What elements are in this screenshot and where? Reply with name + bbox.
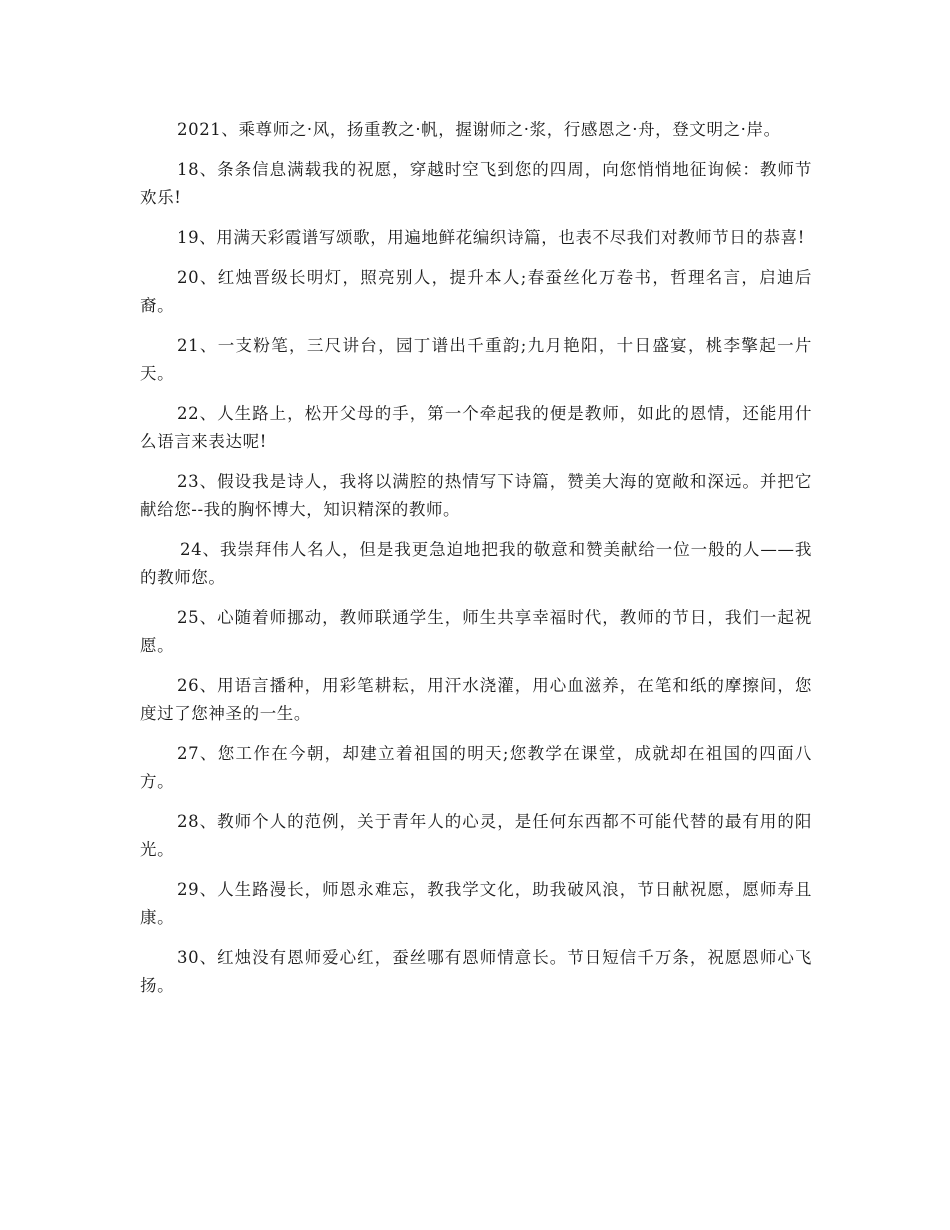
paragraph-26: 26、用语言播种，用彩笔耕耘，用汗水浇灌，用心血滋养，在笔和纸的摩擦间，您度过了您神圣的一生。 [140,676,812,723]
paragraph-18: 18、条条信息满载我的祝愿，穿越时空飞到您的四周，向您悄悄地征询候：教师节欢乐! [140,160,812,207]
paragraph-22: 22、人生路上，松开父母的手，第一个牵起我的便是教师，如此的恩情，还能用什么语言来表达呢! [140,404,812,451]
paragraph-20: 20、红烛晋级长明灯，照亮别人，提升本人;春蚕丝化万卷书，哲理名言，启迪后裔。 [140,268,812,315]
paragraph-2021: 2021、乘尊师之·风，扬重教之·帆，握谢师之·浆，行感恩之·舟，登文明之·岸。 [177,120,781,139]
paragraph-27: 27、您工作在今朝，却建立着祖国的明天;您教学在课堂，成就却在祖国的四面八方。 [140,744,812,791]
paragraph-25: 25、心随着师挪动，教师联通学生，师生共享幸福时代，教师的节日，我们一起祝愿。 [140,608,812,655]
paragraph-29: 29、人生路漫长，师恩永难忘，教我学文化，助我破风浪，节日献祝愿，愿师寿且康。 [140,880,812,927]
paragraph-21: 21、一支粉笔，三尺讲台，园丁谱出千重韵;九月艳阳，十日盛宴，桃李擎起一片天。 [140,336,812,383]
paragraph-30: 30、红烛没有恩师爱心红，蚕丝哪有恩师情意长。节日短信千万条，祝愿恩师心飞扬。 [140,948,812,995]
paragraph-28: 28、教师个人的范例，关于青年人的心灵，是任何东西都不可能代替的最有用的阳光。 [140,812,812,859]
paragraph-19: 19、用满天彩霞谱写颂歌，用遍地鲜花编织诗篇，也表不尽我们对教师节日的恭喜! [177,228,805,247]
document-body [140,116,812,1012]
paragraph-23: 23、假设我是诗人，我将以满腔的热情写下诗篇，赞美大海的宽敞和深远。并把它献给您--我的胸怀博大，知识精深的教师。 [140,472,812,519]
paragraph-24: 24、我崇拜伟人名人，但是我更急迫地把我的敬意和赞美献给一位一般的人——我的教师您。 [140,540,812,587]
